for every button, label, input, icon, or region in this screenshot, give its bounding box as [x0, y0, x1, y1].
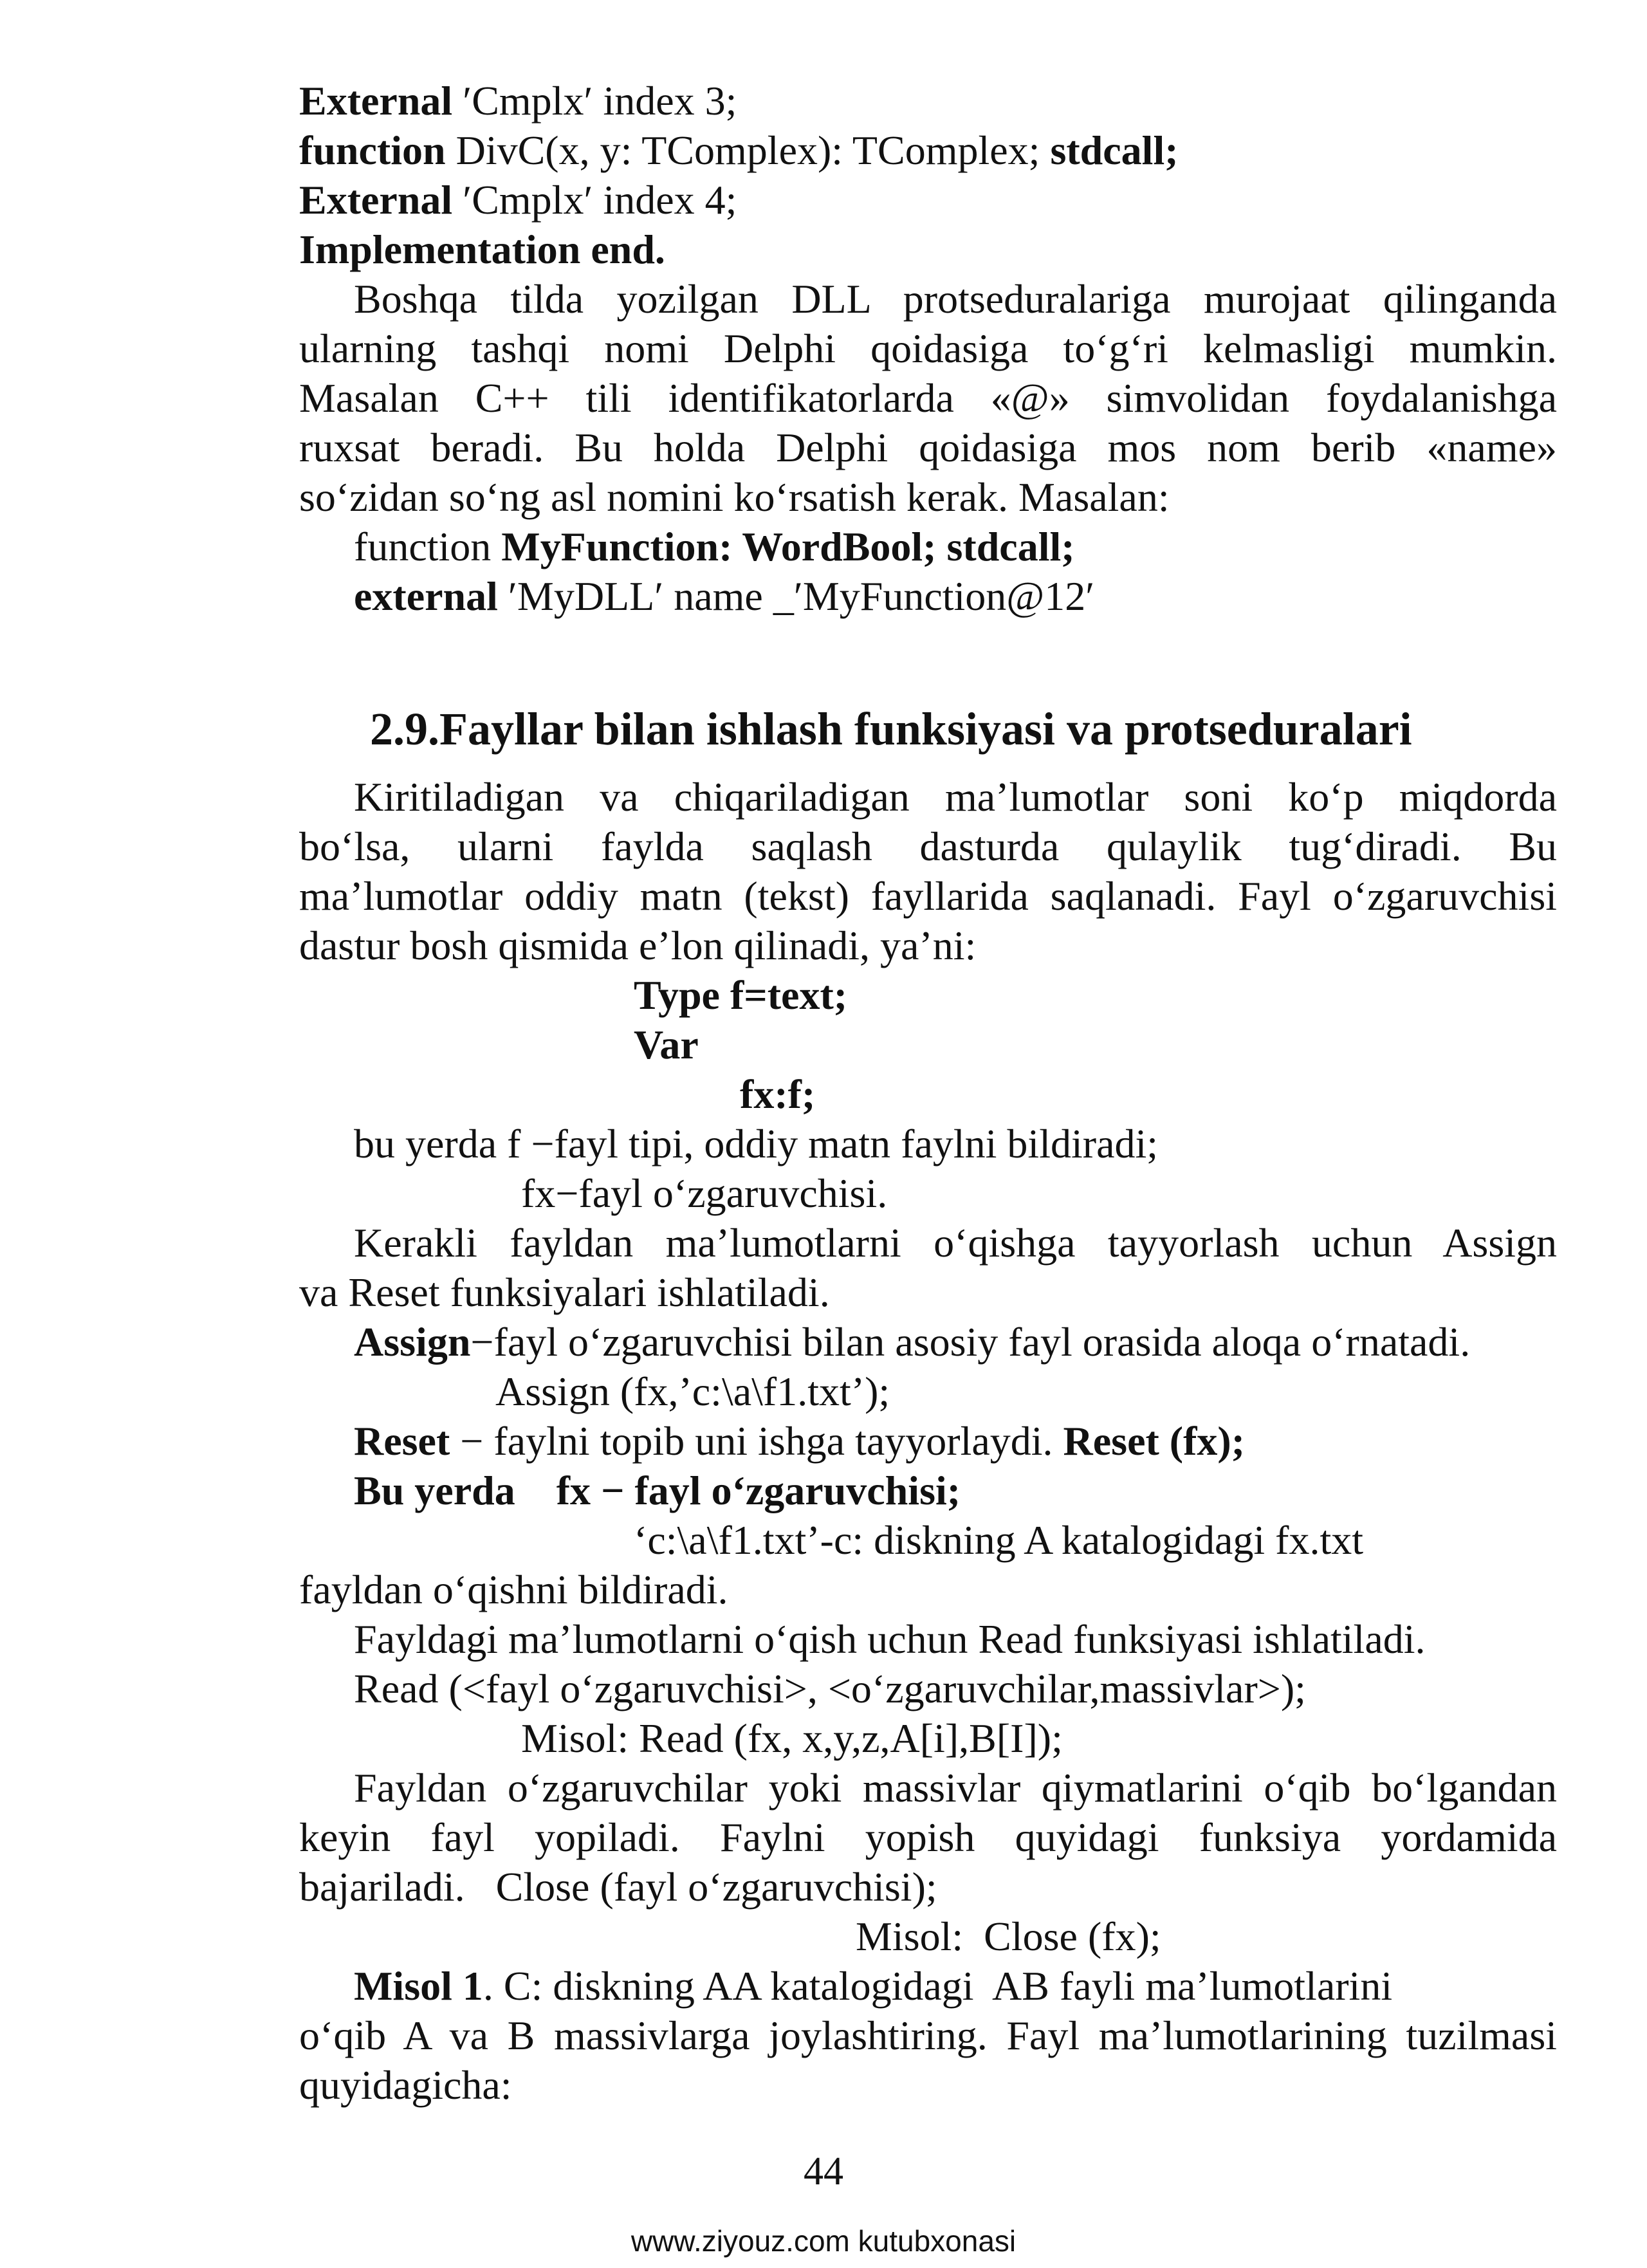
reset-path-line: ‘c:\a\f1.txt’-c: diskning A katalogidagi fx.txt — [634, 1517, 1363, 1563]
code-example-line-2: external ′MyDLL′ name _′MyFunction@12′ — [354, 573, 1095, 619]
code-example-line-1: function MyFunction: WordBool; stdcall; — [354, 524, 1075, 569]
section-heading: 2.9.Fayllar bilan ishlash funksiyasi va protseduralari — [370, 703, 1412, 755]
para3-line-1: bu yerda f −fayl tipi, oddiy matn faylni bildiradi; — [354, 1121, 1159, 1166]
example1-line-3: quyidagicha: — [299, 2062, 512, 2108]
read-line-2: Read (<fayl o‘zgaruvchisi>, <o‘zgaruvchilar,massivlar>); — [354, 1666, 1306, 1711]
para2-line-3: ma’lumotlar oddiy matn (tekst) fayllarida saqlanadi. Fayl o‘zgaruvchisi — [299, 873, 1557, 919]
para3-line-3: Kerakli fayldan ma’lumotlarni o‘qishga tayyorlash uchun Assign — [354, 1220, 1557, 1266]
page-number: 44 — [804, 2150, 843, 2193]
para2-line-1: Kiritiladigan va chiqariladigan ma’lumotlar soni ko‘p miqdorda — [354, 774, 1557, 820]
para1-line-1: Boshqa tilda yozilgan DLL protseduralariga murojaat qilinganda — [354, 276, 1557, 322]
close-line-4: Misol: Close (fx); — [856, 1913, 1161, 1959]
para3-line-4: va Reset funksiyalari ishlatiladi. — [299, 1269, 830, 1315]
code-type-line-2: Var — [634, 1022, 699, 1067]
para1-line-4: ruxsat beradi. Bu holda Delphi qoidasiga mos nom berib «name» — [299, 425, 1557, 470]
footer-watermark: www.ziyouz.com kutubxonasi — [630, 2224, 1017, 2258]
para1-line-5: so‘zidan so‘ng asl nomini ko‘rsatish kerak. Masalan: — [299, 474, 1170, 520]
example1-line-2: o‘qib A va B massivlarga joylashtiring. Fayl ma’lumotlarining tuzilmasi — [299, 2013, 1557, 2058]
code-line-1: External ′Cmplx′ index 3; — [299, 78, 737, 124]
reset-line: Reset − faylni topib uni ishga tayyorlaydi. Reset (fx); — [354, 1418, 1246, 1464]
para1-line-2: ularning tashqi nomi Delphi qoidasiga to‘g‘ri kelmasligi mumkin. — [299, 326, 1557, 371]
para3-line-2: fx−fayl o‘zgaruvchisi. — [521, 1170, 888, 1216]
code-type-line-1: Type f=text; — [634, 972, 848, 1018]
reset-path-cont: fayldan o‘qishni bildiradi. — [299, 1567, 728, 1612]
reset-here-line: Bu yerda fx − fayl o‘zgaruvchisi; — [354, 1468, 961, 1513]
assign-example: Assign (fx,’c:\a\f1.txt’); — [495, 1369, 890, 1414]
code-type-line-3: fx:f; — [740, 1071, 816, 1117]
para2-line-2: bo‘lsa, ularni faylda saqlash dasturda qulaylik tug‘diradi. Bu — [299, 824, 1557, 869]
read-line-1: Fayldagi ma’lumotlarni o‘qish uchun Read funksiyasi ishlatiladi. — [354, 1616, 1426, 1662]
assign-line: Assign−fayl o‘zgaruvchisi bilan asosiy fayl orasida aloqa o‘rnatadi. — [354, 1319, 1471, 1365]
read-line-3: Misol: Read (fx, x,y,z,A[i],B[I]); — [521, 1715, 1063, 1761]
code-line-4: Implementation end. — [299, 226, 665, 272]
code-line-2: function DivC(x, y: TComplex): TComplex; stdcall; — [299, 127, 1179, 173]
code-line-3: External ′Cmplx′ index 4; — [299, 177, 737, 223]
close-line-3: bajariladi. Close (fayl o‘zgaruvchisi); — [299, 1864, 937, 1910]
para2-line-4: dastur bosh qismida e’lon qilinadi, ya’ni: — [299, 923, 977, 968]
close-line-2: keyin fayl yopiladi. Faylni yopish quyidagi funksiya yordamida — [299, 1814, 1557, 1860]
example1-line-1: Misol 1. C: diskning AA katalogidagi AB fayli ma’lumotlarini — [354, 1963, 1393, 2009]
close-line-1: Fayldan o‘zgaruvchilar yoki massivlar qiymatlarini o‘qib bo‘lgandan — [354, 1765, 1557, 1811]
para1-line-3: Masalan C++ tili identifikatorlarda «@» simvolidan foydalanishga — [299, 375, 1557, 421]
